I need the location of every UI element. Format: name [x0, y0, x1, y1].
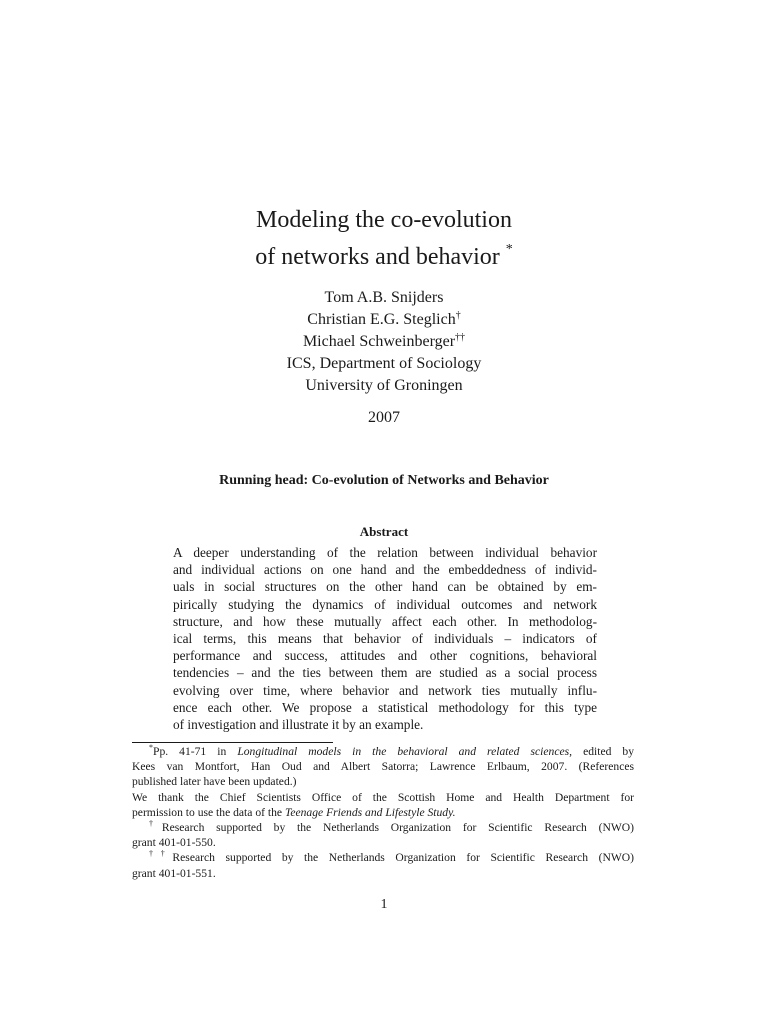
footnote-1-line-2: Kees van Montfort, Han Oud and Albert Satorra; Lawrence Erlbaum, 2007. (References: [132, 760, 634, 774]
footnote-text: permission to use the data of the: [132, 805, 285, 819]
paper-title: [0, 204, 768, 273]
author-marker: †: [455, 310, 461, 321]
thanks-line-1: We thank the Chief Scientists Office of the Scottish Home and Health Department for: [132, 790, 634, 804]
footnote-text: edited by: [572, 745, 635, 758]
title-line-1: Modeling the co-evolution: [256, 207, 512, 233]
title-line-2-text: of networks and behavior: [255, 244, 500, 270]
abstract-line: of investigation and illustrate it by an example.: [173, 716, 424, 732]
footnote-marker: *: [149, 743, 153, 752]
title-footnote-marker: *: [505, 242, 513, 257]
footnote-2-line-1: [132, 820, 634, 835]
footnote-marker: †: [149, 818, 162, 828]
author-marker: ††: [455, 332, 466, 343]
affiliation-university: University of Groningen: [305, 377, 463, 394]
author-name: Tom A.B. Snijders: [324, 289, 444, 306]
page-number: 1: [380, 897, 388, 912]
abstract-heading: Abstract: [359, 524, 409, 539]
abstract-line: performance and success, attitudes and other cognitions, behavioral: [173, 648, 597, 664]
abstract-line: evolving over time, where behavior and network ties mutually influ-: [173, 682, 597, 698]
footnote-rule: [132, 742, 333, 743]
footnote-text: Research supported by the Netherlands Organization for Scientific Research (NWO): [172, 851, 634, 865]
book-title: Longitudinal models in the behavioral and related sciences,: [237, 745, 573, 758]
abstract-line: ical terms, this means that behavior of individuals – indicators of: [173, 630, 597, 646]
affiliation-department: ICS, Department of Sociology: [286, 355, 482, 372]
abstract-line: A deeper understanding of the relation between individual behavior: [173, 545, 597, 560]
thanks-line-2: [132, 805, 634, 820]
abstract-line: tendencies – and the ties between them are studied as a social process: [173, 665, 597, 681]
abstract-line: uals in social structures on the other hand can be obtained by em-: [173, 579, 597, 595]
running-head: Running head: Co-evolution of Networks and Behavior: [219, 473, 549, 488]
footnote-marker: ††: [149, 849, 173, 859]
footnote-1-line-3: published later have been updated.): [132, 775, 297, 789]
publication-year: 2007: [368, 409, 400, 426]
abstract-line: and individual actions on one hand and the embeddedness of individ-: [173, 562, 597, 578]
abstract-line: structure, and how these mutually affect each other. In methodolog-: [173, 613, 597, 629]
author-2: [0, 309, 768, 331]
footnote-text: Research supported by the Netherlands Organization for Scientific Research (NWO): [161, 820, 635, 834]
footnote-2-line-2: grant 401-01-550.: [132, 836, 216, 850]
author-name: Christian E.G. Steglich: [307, 311, 456, 328]
abstract-line: pirically studying the dynamics of individual outcomes and network: [173, 596, 597, 612]
study-title: Teenage Friends and Lifestyle Study.: [284, 805, 456, 819]
author-name: Michael Schweinberger: [302, 333, 456, 350]
abstract-line: ence each other. We propose a statistical methodology for this type: [173, 699, 597, 715]
title-line-2: [0, 236, 768, 273]
abstract-body: [173, 544, 597, 733]
footnote-1-line-1: [132, 744, 634, 759]
author-3: [0, 331, 768, 353]
footnotes: [132, 744, 634, 881]
footnote-3-line-1: [132, 850, 634, 865]
footnote-text: Pp. 41-71 in: [153, 745, 238, 758]
footnote-3-line-2: grant 401-01-551.: [132, 866, 216, 880]
author-1: [0, 287, 768, 309]
author-block: [0, 287, 768, 397]
